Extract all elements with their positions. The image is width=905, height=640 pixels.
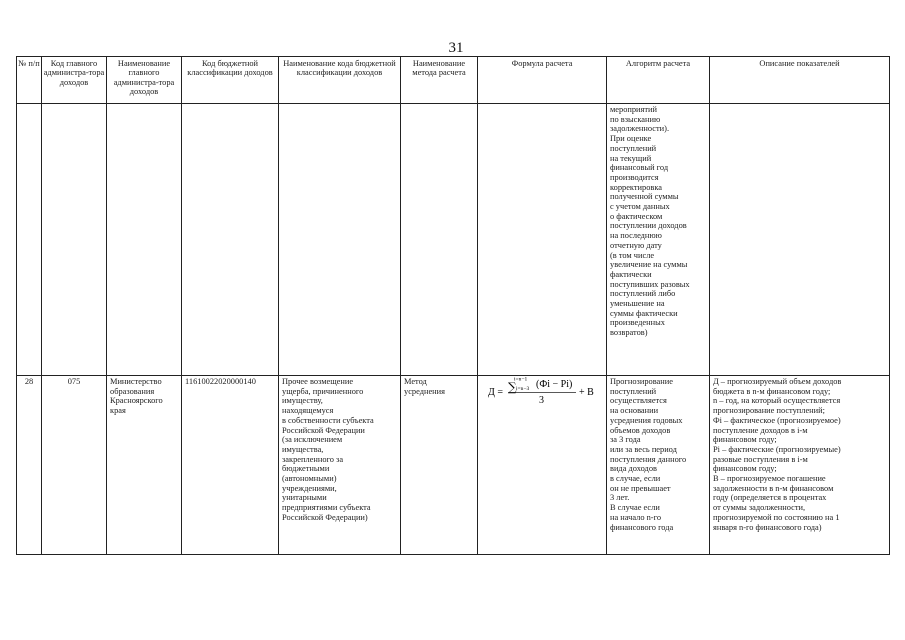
header-admin-code: Код главного администра-тора доходов [42,57,107,104]
row-number: 28 [24,377,34,386]
cell-bk-name [279,376,401,555]
formula-sigma: ∑ [508,380,517,394]
cell-admin-code [42,376,107,555]
formula-tail: + В [579,387,594,398]
cell-admin-name [107,376,182,555]
header-description: Описание показателей [710,57,890,104]
cell-description [710,376,890,555]
header-formula: Формула расчета [478,57,607,104]
formula-sum-top: i=n−1 [514,376,528,383]
header-method: Наименование метода расчета [401,57,478,104]
bk-code: 11610022020000140 [185,377,256,386]
page-number: 31 [448,40,464,56]
algorithm-text: Прогнозирование поступлений осуществляется на основании усреднения годовых объемов доходов за 3 года или за весь период поступления данного вида доходов в случае, если он не превышает 3 лет. В случае если на начало n-го финансового года [610,377,687,532]
algorithm-text: мероприятий по взысканию задолженности). При оценке поступлений на текущий финансовый год производится корректировка полученной суммы с учетом данных о фактическом поступлении доходов на последнюю отчетную дату (в том числе увеличение на суммы фактически поступивших разовых поступлений либо уменьшение на суммы фактически произведенных возвратов) [610,105,690,338]
admin-code: 075 [67,377,81,386]
header-admin-name: Наименование главного администра-тора доходов [107,57,182,104]
cell-method [401,376,478,555]
header-algorithm: Алгоритм расчета [607,57,710,104]
formula-lhs: Д = [488,387,503,398]
bk-name: Прочее возмещение ущерба, причиненного имуществу, находящемуся в собственности субъекта Российской Федерации (за исключением имущества, закрепленного за бюджетными (автономными) учреждениями, унитарными предприятиями субъекта Российской Федерации) [282,377,374,522]
formula-svg [488,376,603,416]
admin-name: Министерство образования Красноярского края [110,377,163,416]
cell-algorithm-continued [607,104,710,376]
header-bk-code: Код бюджетной классификации доходов [182,57,279,104]
table-row [17,376,890,555]
cell-empty [107,104,182,376]
formula-denominator: 3 [539,395,544,406]
description-text: Д – прогнозируемый объем доходов бюджета в n-м финансовом году; n – год, на который осуществляется прогнозирование поступлений; Фi – фактическое (прогнозируемое) поступление доходов в i-м финансовом году; Pi – фактические (прогнозируемые) разовые поступления в i-м финансовом году; В – прогнозируемое погашение задолженности в n-м финансовом году (определяется в процентах от суммы задолженности, прогнозируемой по состоянию на 1 января n-го финансового года) [713,377,842,532]
header-bk-name: Наименование кода бюджетной классификации доходов [279,57,401,104]
table-row-continuation [17,104,890,376]
formula [478,376,606,416]
cell-empty [42,104,107,376]
formula-numerator: (Фi − Pi) [536,379,573,390]
cell-empty [478,104,607,376]
cell-formula [478,376,607,555]
table-header-row [17,57,890,104]
cell-empty [17,104,42,376]
method-name: Метод усреднения [404,377,445,396]
formula-sum-bottom: i=n−3 [516,386,530,392]
cell-empty [710,104,890,376]
cell-empty [279,104,401,376]
header-num: № п/п [17,57,42,104]
budget-methods-table [16,56,890,555]
cell-empty [401,104,478,376]
cell-num [17,376,42,555]
cell-empty [182,104,279,376]
cell-algorithm [607,376,710,555]
cell-bk-code [182,376,279,555]
